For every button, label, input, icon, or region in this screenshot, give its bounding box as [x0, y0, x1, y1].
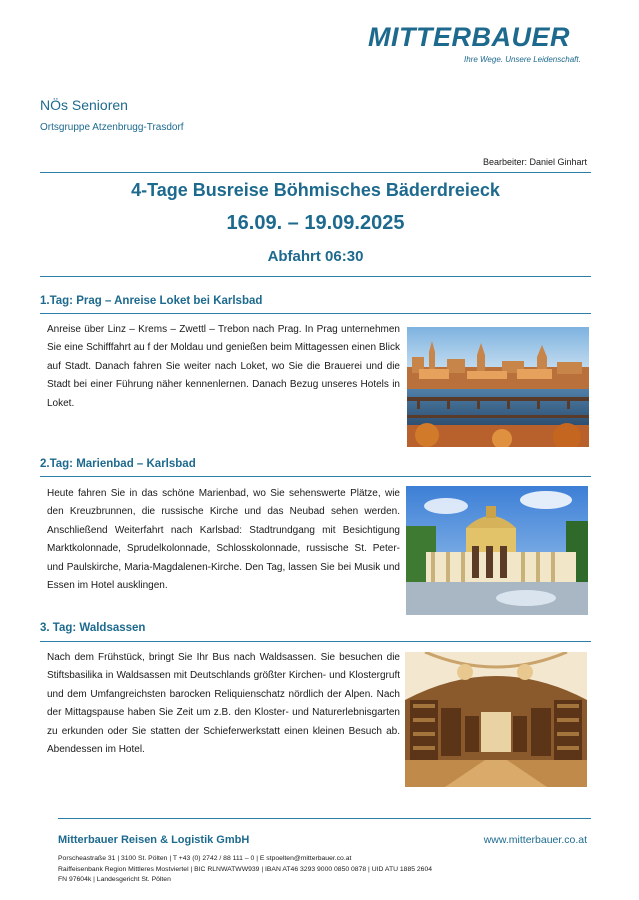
marienbad-photo: [406, 486, 588, 615]
day-3-heading: 3. Tag: Waldsassen: [40, 622, 146, 634]
departure-time: Abfahrt 06:30: [267, 248, 364, 265]
footer-register: FN 97604k | Landesgericht St. Pölten: [58, 876, 171, 883]
footer-bank: Raiffeisenbank Region Mittleres Mostviertel | BIC RLNWATWW939 | IBAN AT46 3293 9000 0850 0878 | UID ATU 1885 2604: [58, 866, 433, 873]
marienbad-image-icon: [406, 486, 588, 615]
day-1-heading: 1.Tag: Prag – Anreise Loket bei Karlsbad: [40, 295, 263, 307]
waldsassen-library-photo: [405, 652, 587, 787]
company-logo: MITTERBAUER: [368, 22, 570, 52]
editor-label: Bearbeiter: Daniel Ginhart: [482, 157, 587, 167]
divider: [40, 313, 591, 314]
library-image-icon: [405, 652, 587, 787]
divider: [40, 641, 591, 642]
day-2-text: Heute fahren Sie in das schöne Marienbad, wo Sie sehenswerte Plätze, wie den Kreuzbrunnen, die russische Kirche und das Neubad sehen werden. Anschließend Weiterfahrt nach Karlsbad: Stadtrundgang mit Besichtigung Marktkolonnade, Sprudelkolonnade, Schlosskolonnade, russische St. Peter- und Paulskirche, Maria-Magdalenen-Kirche. Den Tag, lassen Sie bei Musik und Essen im Hotel ausklingen.: [47, 488, 400, 592]
trip-dates: 16.09. – 19.09.2025: [226, 212, 405, 234]
divider: [40, 172, 591, 173]
day-2-heading: 2.Tag: Marienbad – Karlsbad: [40, 458, 196, 470]
day-1-text: Anreise über Linz – Krems – Zwettl – Trebon nach Prag. In Prag unternehmen Sie eine Schifffahrt au f der Moldau und genießen beim Mittagessen einen Blick auf Stadt. Danach fahren Sie weiter nach Loket, wo Sie die Brauerei und die Stadt bei einer Führung näher kennenlernen. Danach Bezug unseres Hotels in Loket.: [47, 324, 400, 409]
footer-address: Porscheastraße 31 | 3100 St. Pölten | T +43 (0) 2742 / 88 111 – 0 | E stpoelten@mitterbauer.co.at: [58, 855, 352, 862]
company-website-link[interactable]: www.mitterbauer.co.at: [483, 834, 587, 846]
page-title: 4-Tage Busreise Böhmisches Bäderdreieck: [131, 180, 500, 200]
logo-slogan: Ihre Wege. Unsere Leidenschaft.: [464, 55, 581, 64]
company-name: Mitterbauer Reisen & Logistik GmbH: [58, 834, 250, 846]
divider: [58, 818, 591, 819]
prague-photo: [407, 327, 589, 447]
group-subtitle: Ortsgruppe Atzenbrugg-Trasdorf: [40, 122, 184, 133]
prague-image-icon: [407, 327, 589, 447]
divider: [40, 476, 591, 477]
group-name: NÖs Senioren: [40, 97, 128, 113]
divider: [40, 276, 591, 277]
day-3-text: Nach dem Frühstück, bringt Sie Ihr Bus nach Waldsassen. Sie besuchen die Stiftsbasilika in Waldsassen mit Deutschlands größter Kirchen- und Klostergruft und dem Umfangreichsten barocken Reliquienschatz nördlich der Alpen. Nach der Mittagspause haben Sie Zeit um z.B. den Kloster- und Naturerlebnisgarten zu erkunden oder Sie statten der Schieferwerkstatt einen kleinen Besuch ab. Abendessen im Hotel.: [47, 652, 400, 756]
